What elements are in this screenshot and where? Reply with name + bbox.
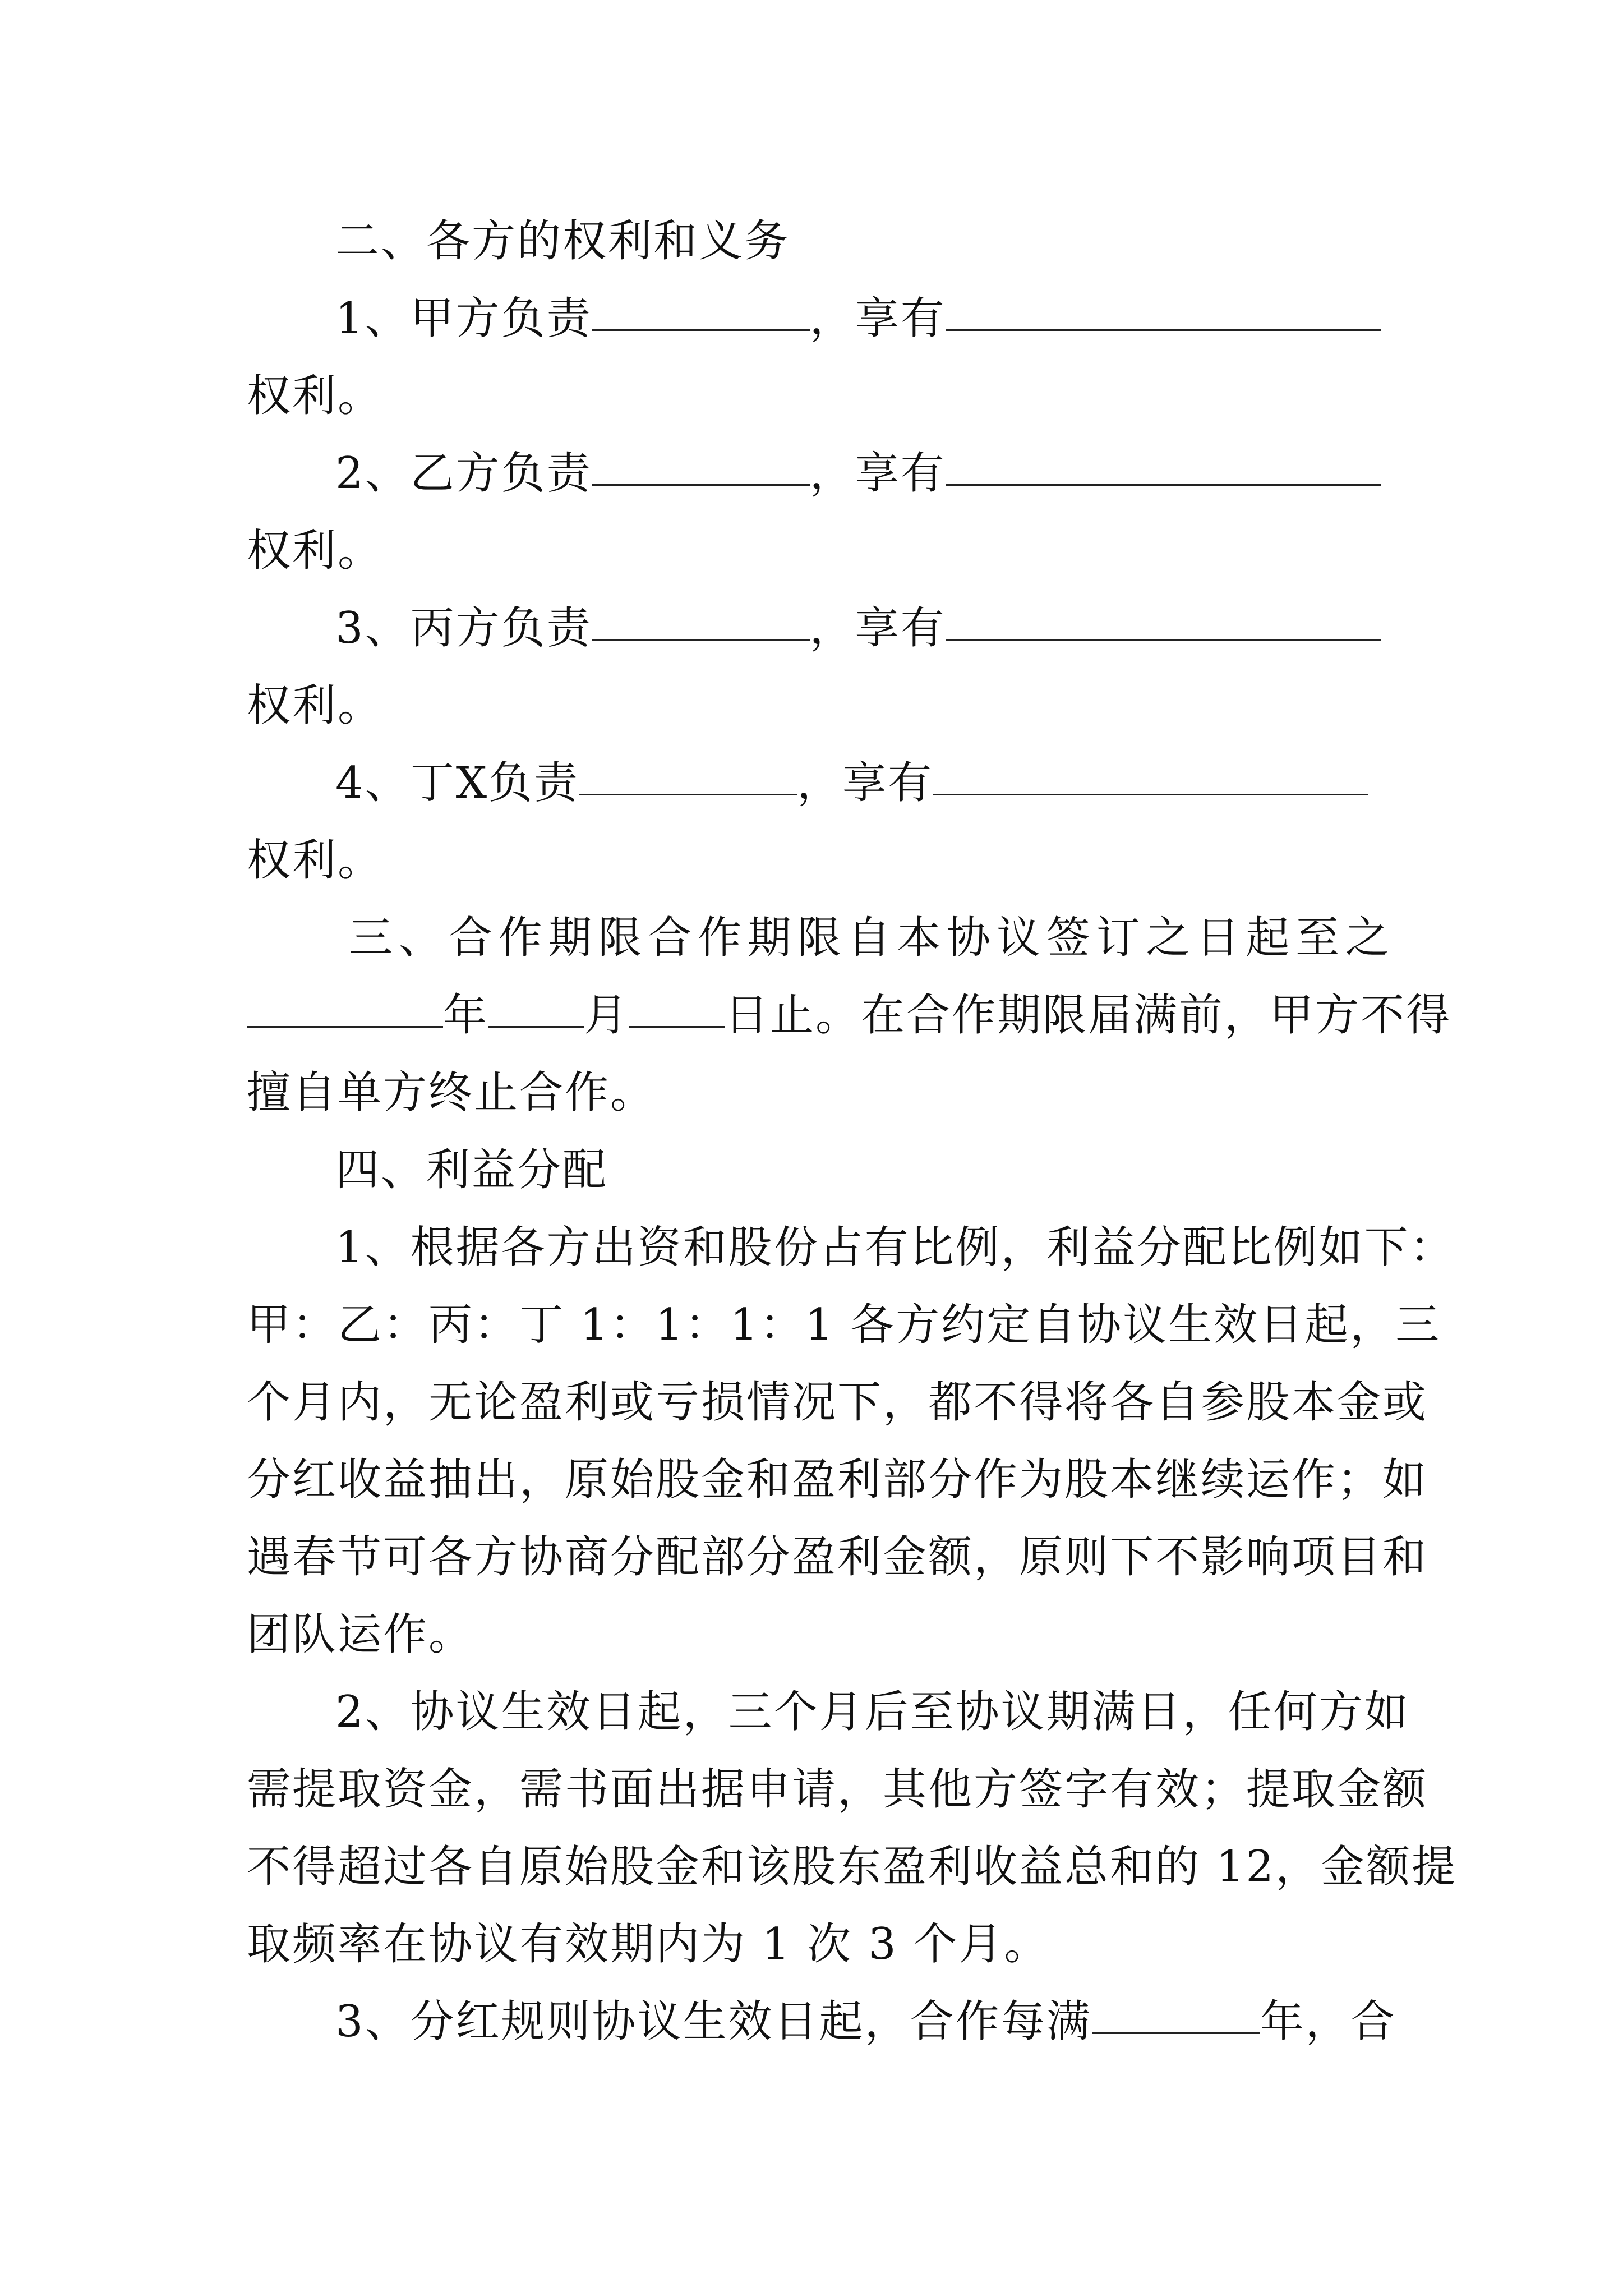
blank-field (592, 289, 810, 331)
section-3-char: 起 (1246, 913, 1292, 963)
blank-field (629, 986, 725, 1028)
section-3-char: 协 (947, 913, 993, 963)
clause-2-3-tail (247, 666, 1391, 745)
clause-4-1-line-5 (247, 1518, 1428, 1596)
section-3-char: 限 (598, 913, 644, 963)
blank-field (247, 986, 443, 1028)
clause-2-4-prefix: 4、丁X负责 (335, 758, 580, 808)
blank-field (933, 753, 1368, 795)
section-3-char: 合 (448, 913, 494, 963)
section-3-char: 合 (648, 913, 694, 963)
clause-4-2-text: 需提取资金，需书面出据申请，其他方签字有效；提取金额 (247, 1764, 1428, 1815)
blank-field (488, 986, 584, 1028)
clause-4-1-line-1 (335, 1208, 1455, 1287)
clause-4-1-line-3 (247, 1363, 1428, 1442)
year-label: 年 (443, 990, 489, 1041)
section-3-char: 三 (349, 913, 395, 963)
clause-2-2-mid: ，享有 (809, 448, 946, 499)
blank-field (946, 289, 1381, 331)
blank-field (592, 599, 810, 641)
clause-2-2-tail (247, 512, 1391, 590)
section-3-char: 作 (498, 913, 544, 963)
clause-2-3-prefix: 3、丙方负责 (335, 603, 592, 654)
section-3-char: 期 (548, 913, 594, 963)
blank-field (1092, 1992, 1260, 2034)
clause-4-1-text: 个月内，无论盈利或亏损情况下，都不得将各自参股本金或 (247, 1377, 1428, 1428)
clause-4-1-first-line-text: 1、根据各方出资和股份占有比例，利益分配比例如下： (335, 1222, 1455, 1273)
clause-2-4-tail (247, 821, 1391, 900)
section-3-line-3 (247, 1053, 1391, 1132)
clause-4-1-line-4 (247, 1441, 1428, 1519)
section-3-char: 期 (747, 913, 793, 963)
clause-4-1-line-6 (247, 1595, 1391, 1674)
clause-2-3-mid: ，享有 (809, 603, 946, 654)
blank-field (592, 444, 810, 486)
clause-2-2-tail-text: 权利。 (247, 526, 384, 576)
clause-4-2-line-1 (335, 1673, 1410, 1751)
section-3-char: 、 (398, 913, 444, 963)
clause-2-2-prefix: 2、乙方负责 (335, 448, 592, 499)
clause-4-1-text: 甲：乙：丙：丁 1：1：1：1 各方约定自协议生效日起，三 (247, 1300, 1441, 1350)
clause-2-1-tail-text: 权利。 (247, 371, 384, 421)
clause-4-1-line-2 (247, 1286, 1441, 1364)
clause-2-4-tail-text: 权利。 (247, 835, 384, 886)
section-3-char: 限 (797, 913, 843, 963)
section-3-char: 自 (847, 913, 893, 963)
clause-2-4 (335, 744, 1391, 822)
clause-4-2-line-2 (247, 1750, 1428, 1829)
section-3-char: 至 (1295, 913, 1341, 963)
section-3-char: 日 (1196, 913, 1242, 963)
section-3-char: 本 (897, 913, 943, 963)
clause-4-3-suffix: 年，合 (1260, 1996, 1396, 2047)
blank-field (946, 444, 1381, 486)
clause-2-2 (335, 434, 1391, 513)
section-3-char: 作 (697, 913, 743, 963)
clause-4-2-text: 取频率在协议有效期内为 1 次 3 个月。 (247, 1919, 1050, 1970)
section-3-char: 议 (996, 913, 1042, 963)
section-3-char: 之 (1345, 913, 1391, 963)
clause-2-1-mid: ，享有 (809, 293, 946, 344)
section-3-line-3-text: 擅自单方终止合作。 (247, 1068, 656, 1118)
clause-2-1-tail (247, 357, 1391, 435)
section-3-line-1 (349, 899, 1391, 977)
clause-2-3-tail-text: 权利。 (247, 680, 384, 731)
clause-4-2-line-3 (247, 1828, 1458, 1906)
section-3-line-2 (247, 976, 1452, 1055)
clause-4-1-text: 遇春节可各方协商分配部分盈利金额，原则下不影响项目和 (247, 1532, 1428, 1582)
clause-2-3 (335, 589, 1391, 668)
month-label: 月 (584, 990, 630, 1041)
clause-4-2-first-line-text: 2、协议生效日起，三个月后至协议期满日，任何方如 (335, 1687, 1410, 1737)
clause-4-2-text: 不得超过各自原始股金和该股东盈利收益总和的 12，金额提 (247, 1842, 1458, 1892)
blank-field (579, 753, 797, 795)
section-4-heading-text: 四、利益分配 (335, 1145, 608, 1195)
clause-2-1-prefix: 1、甲方负责 (335, 293, 592, 344)
section-2-heading-text: 二、各方的权利和义务 (335, 216, 790, 266)
clause-4-2-line-4 (247, 1905, 1391, 1984)
section-3-char: 签 (1046, 913, 1092, 963)
clause-4-1-text: 分红收益抽出，原始股金和盈利部分作为股本继续运作；如 (247, 1455, 1428, 1505)
day-and-rest-text: 日止。在合作期限届满前，甲方不得 (725, 990, 1452, 1041)
clause-2-1 (335, 279, 1391, 358)
clause-2-4-mid: ，享有 (797, 758, 934, 808)
clause-4-1-text: 团队运作。 (247, 1609, 474, 1660)
section-3-char: 之 (1146, 913, 1192, 963)
blank-field (946, 599, 1381, 641)
section-2-heading (335, 202, 1391, 280)
section-4-heading (335, 1131, 1391, 1209)
clause-4-3-prefix: 3、分红规则协议生效日起，合作每满 (335, 1996, 1092, 2047)
section-3-char: 订 (1096, 913, 1142, 963)
clause-4-3-line-1 (335, 1982, 1396, 2061)
